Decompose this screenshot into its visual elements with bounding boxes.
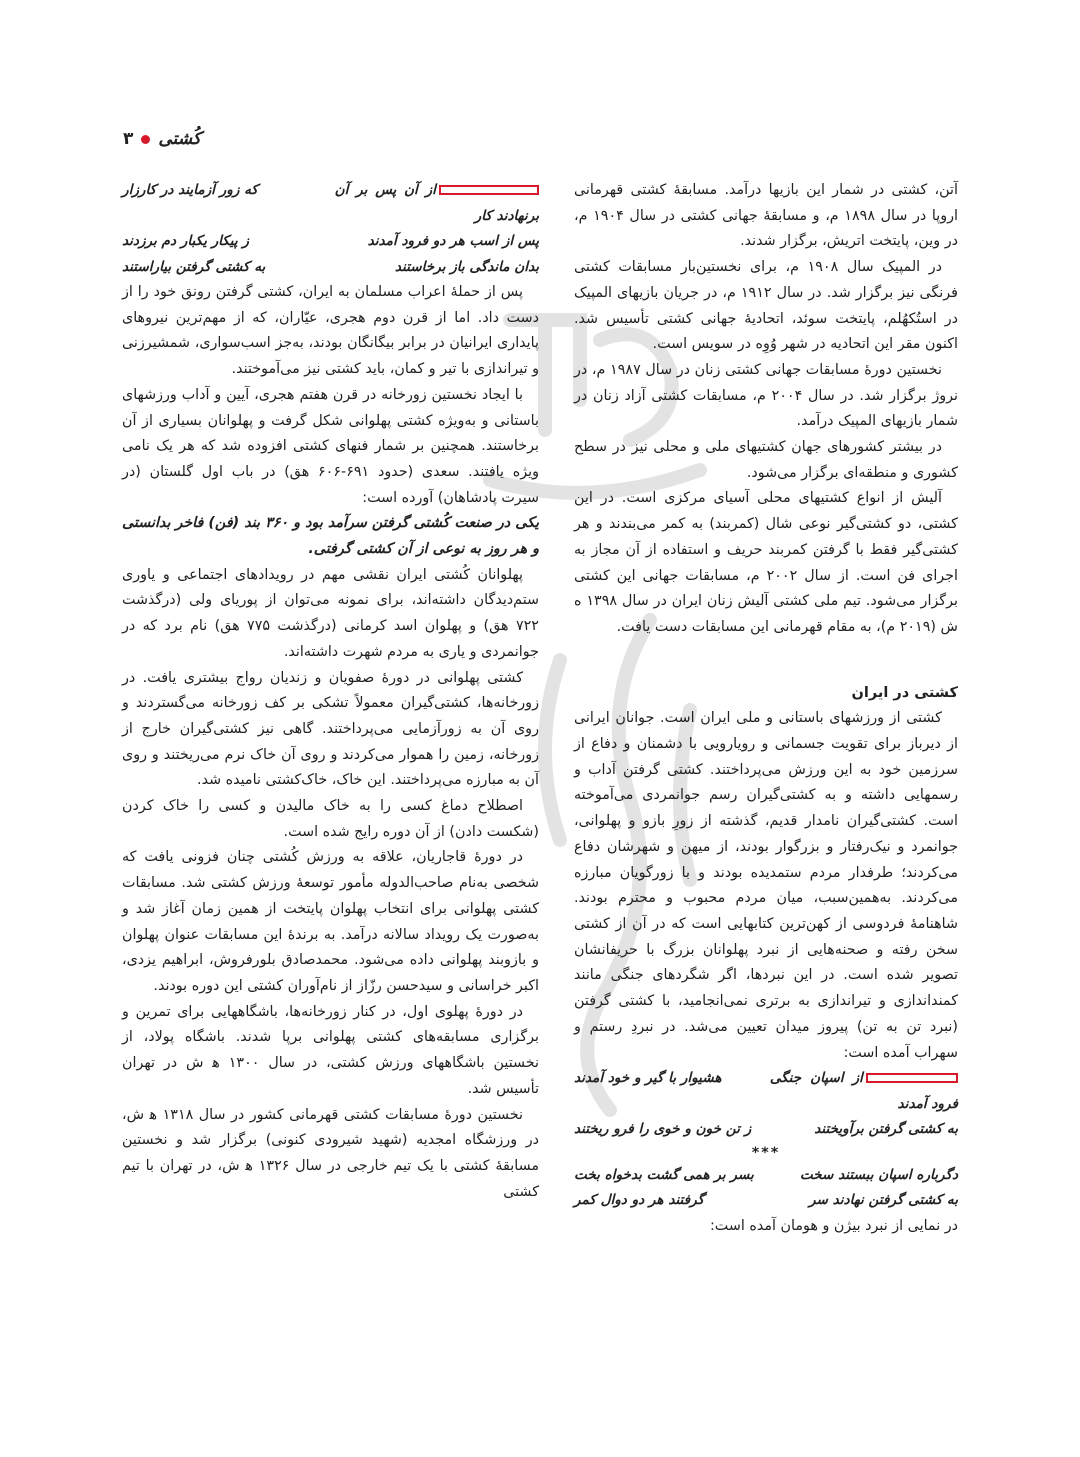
poem-line (122, 178, 539, 229)
section-heading: کشتی در ایران (851, 684, 958, 701)
paragraph: در بیشتر کشورهای جهان کشتیهای ملی و محلی نیز در سطح کشوری و منطقه‌ای برگزار می‌شود. (574, 439, 958, 481)
paragraph: کشتی از ورزشهای باستانی و ملی ایران است. جوانان ایرانی از دیرباز برای تقویت جسمانی و رویارویی با دشمنان و دفاع از سرزمین خود به این ورزش می‌پرداختند. کشتی گرفتن آداب و رسمهایی داشته و به کشتی‌گیران رسم جوانمردی می‌آموخته است. کشتی‌گیران نامدار قدیم، گذشته از زورِ بازو و پهلوانی، جوانمرد و نیک‌رفتار و بزرگوار بودند، از میهن و شهرشان دفاع می‌کردند؛ طرفدار مردم ستمدیده بودند و با زورگویان مبارزه می‌کردند. به‌همین‌سبب، میان مردم محبوب و محترم بودند. شاهنامهٔ فردوسی از کهن‌ترین کتابهایی است که در آن از کشتی سخن رفته و صحنه‌هایی از نبرد پهلوانان بزرگ با حریفانشان تصویر شده است. در این نبردها، اگر شگردهای جنگی مانند کمنداندازی و تیراندازی به برتری نمی‌انجامید، با کشتی گرفتن (نبرد تن به تن) پیروز میدان تعیین می‌شد. در نبردِ رستم و سهراب آمده است: (574, 710, 958, 1061)
verse-marker-icon (439, 185, 539, 195)
poem-line (574, 1066, 958, 1117)
paragraph: در دورهٔ پهلوی اول، در کنار زورخانه‌ها، باشگاههایی برای تمرین و برگزاری مسابقه‌های کشتی پهلوانی برپا شدند. باشگاه پولاد، از نخستین باشگاههای ورزش کشتی، در سال ۱۳۰۰ ه‍ ش در تهران تأسیس شد. (122, 1003, 539, 1097)
paragraph: کشتی پهلوانی در دورهٔ صفویان و زندیان رواج بیشتری یافت. در زورخانه‌ها، کشتی‌گیران معمولاً تشکی بر کف زورخانه می‌گستردند و روی آن به زورآزمایی می‌پرداختند. گاهی نیز کشتی‌گیران خارج از زورخانه، زمین را هموار می‌کردند و روی آن خاک نرم می‌ریختند و روی آن به مبارزه می‌پرداختند. این خاک، خاک‌کشتی نامیده شد. (122, 669, 539, 789)
hemistich: دگرباره اسپان ببستند سخت (799, 1166, 958, 1183)
paragraph: در المپیک سال ۱۹۰۸ م، برای نخستین‌بار مسابقات کشتی فرنگی نیز برگزار شد. در سال ۱۹۱۲ م، در جریان بازیهای المپیک در استُکهُلم، پایتخت سوئد، اتحادیهٔ جهانی کشتی تأسیس شد. اکنون مقر این اتحادیه در شهر وُوِه در سویس است. (574, 259, 958, 353)
verse-marker-icon (866, 1073, 958, 1083)
hemistich: گرفتند هر دو دوال کمر (574, 1192, 705, 1209)
paragraph: پس از حملهٔ اعراب مسلمان به ایران، کشتی گرفتن رونق خود را از دست داد. اما از قرن دوم هجری، عیّاران، که از مهم‌ترین نیروهای پایداری ایرانیان در برابر بیگانگان بودند، به‌جز اسب‌سواری، شمشیرزنی و تیراندازی با تیر و کمان، باید کشتی نیز می‌آموختند. (122, 284, 539, 378)
paragraph: نخستین دورهٔ مسابقات کشتی قهرمانی کشور در سال ۱۳۱۸ ه‍ ش، در ورزشگاه امجدیه (شهید شیرودی کنونی) برگزار شد و نخستین مسابقهٔ کشتی با یک تیم خارجی در سال ۱۳۲۶ ه‍ ش، در تهران با تیم کشتی (122, 1106, 539, 1200)
paragraph: آتن، کشتی در شمار این بازیها درآمد. مسابقهٔ کشتی قهرمانی اروپا در سال ۱۸۹۸ م، و مسابقهٔ جهانی کشتی در سال ۱۹۰۴ م، در وین، پایتخت اتریش، برگزار شدند. (574, 182, 958, 250)
hemistich: به کشتی گرفتن بیاراستند (122, 258, 266, 275)
quote: یکی در صنعت کُشتی گرفتن سرآمد بود و ۳۶۰ بند (فن) فاخر بدانستی و هر روز به نوعی از آن کشتی گرفتی. (122, 515, 539, 558)
paragraph: در نمایی از نبرد بیژن و هومان آمده است: (709, 1217, 958, 1234)
poem-line (574, 1117, 958, 1143)
poem-block (122, 178, 539, 280)
hemistich: ز پیکار یکبار دم برزدند (122, 233, 249, 249)
hemistich: از اسپان جنگی فرود آمدند (769, 1070, 958, 1112)
paragraph: اصطلاح دماغ کسی را به خاک مالیدن و کسی را خاک کردن (شکست دادن) از آن دوره رایج شده است. (122, 798, 539, 840)
paragraph: آلیش از انواع کشتیهای محلی آسیای مرکزی است. در این کشتی، دو کشتی‌گیر نوعی شال (کمربند) به کمر می‌بندند و هر کشتی‌گیر فقط با گرفتن کمربند حریف و استفاده از آن مجاز به اجرای فن است. از سال ۲۰۰۲ م، مسابقات جهانی این کشتی برگزار می‌شود. تیم ملی کشتی آلیش زنان ایران در سال ۱۳۹۸ ه‌ ش (۲۰۱۹ م)، به مقام قهرمانی این مسابقات دست یافت. (574, 490, 958, 635)
left-column (122, 178, 539, 1205)
hemistich: بسر بر همی گشت بدخواه بخت (574, 1166, 754, 1183)
poem-line (574, 1188, 958, 1214)
hemistich: که زور آزمایند در کارزار (122, 182, 258, 198)
poem-line (122, 255, 539, 281)
hemistich: پس از اسب هر دو فرود آمدند (367, 233, 539, 249)
hemistich: به کشتی گرفتن نهادند سر (808, 1192, 958, 1209)
page-header (123, 124, 201, 154)
paragraph: نخستین دورهٔ مسابقات جهانی کشتی زنان در سال ۱۹۸۷ م، در نروژ برگزار شد. در سال ۲۰۰۴ م، مسابقات کشتی آزاد زنان در شمار بازیهای المپیک درآمد. (574, 361, 959, 430)
paragraph: در دورهٔ قاجاریان، علاقه به ورزش کُشتی چنان فزونی یافت که شخصی به‌نام صاحب‌الدوله مأمور توسعهٔ ورزش کشتی شد. مسابقات کشتی پهلوانی برای انتخاب پهلوان پایتخت از همین زمان آغاز شد و به‌صورت یک رویداد سالانه درآمد. به برندهٔ این مسابقات عنوان پهلوان و بازوبند پهلوانی داده می‌شود. محمدصادق بلورفروش، ابراهیم یزدی، اکبر خراسانی و سیدحسن رزّاز از نام‌آوران کشتی این دوره بودند. (122, 849, 539, 994)
bullet-dot-icon (141, 135, 150, 144)
verse-separator: *** (751, 1144, 781, 1161)
hemistich: از آن پس بر آن برنهادند کار (334, 182, 539, 224)
poem-line (574, 1163, 958, 1189)
paragraph: با ایجاد نخستین زورخانه در قرن هفتم هجری، آیین و آداب ورزشهای باستانی و به‌ویژه کشتی پهلوانی شکل گرفت و پهلوانان بسیاری از آن برخاستند. همچنین بر شمار فنهای کشتی افزوده شد که هر یک نامی ویژه یافتند. سعدی (حدود ۶۹۱-۶۰۶ ه‍ق) در باب اول گلستان (در سیرت پادشاهان) آورده است: (122, 386, 539, 506)
hemistich: به کشتی گرفتن برآویختند (814, 1121, 958, 1138)
paragraph: پهلوانان کُشتی ایران نقشی مهم در رویدادهای اجتماعی و یاوری ستم‌دیدگان داشته‌اند، برای نمونه می‌توان از پوریای ولی (درگذشت ۷۲۲ ه‍ق) و پهلوان اسد کرمانی (درگذشت ۷۷۵ ه‍ق) نام برد که در جوانمردی و یاری به مردم شهرت داشته‌اند. (122, 566, 539, 660)
running-title: کُشتی (158, 129, 201, 149)
right-column (574, 178, 958, 1239)
page-number: ۳ (123, 129, 134, 149)
poem-block (574, 1066, 958, 1214)
hemistich: هشیوار با گیر و خود آمدند (574, 1070, 722, 1087)
hemistich: ز تن خون و خوی را فرو ریختند (574, 1121, 752, 1138)
poem-line (122, 229, 539, 255)
hemistich: بدان ماندگی باز برخاستند (394, 258, 539, 275)
